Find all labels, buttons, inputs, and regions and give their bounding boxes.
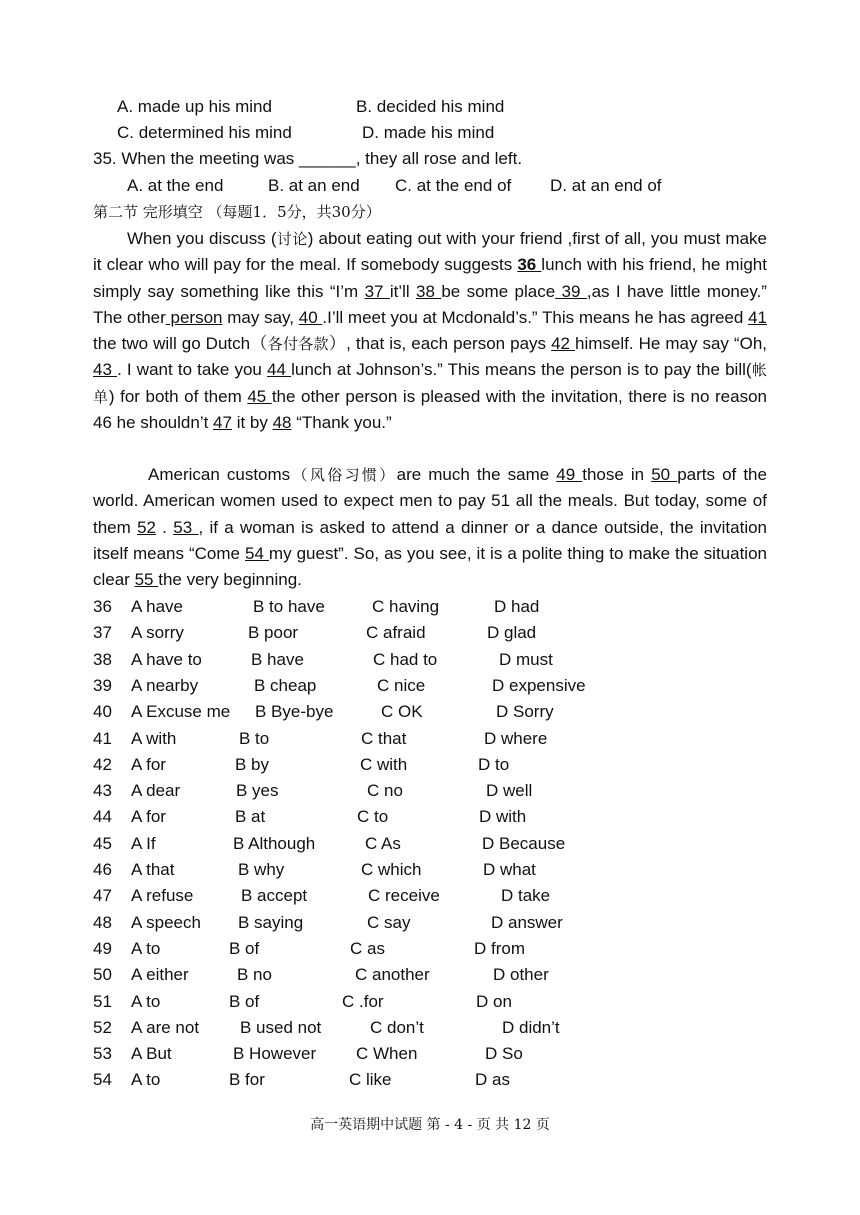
- question-number: 53: [93, 1044, 112, 1064]
- option-b: B saying: [238, 912, 304, 932]
- option-b: B for: [229, 1070, 265, 1090]
- passage-text: it by: [231, 413, 273, 433]
- option-d: D other: [493, 965, 549, 985]
- question-number: 37: [93, 623, 112, 643]
- blank-38: 38: [416, 281, 442, 301]
- option-c: C having: [372, 597, 440, 616]
- q34-option-b: B. decided his mind: [356, 97, 505, 116]
- question-number: 39: [93, 675, 112, 695]
- option-d: D take: [501, 886, 551, 906]
- option-c: C had to: [373, 649, 438, 669]
- option-a: A If: [131, 833, 156, 853]
- option-c: C As: [365, 833, 401, 853]
- passage-text: person: [165, 307, 223, 327]
- option-b: B used not: [240, 1017, 322, 1037]
- option-c: C another: [355, 965, 430, 985]
- question-number: 46: [93, 860, 112, 879]
- option-b: B of: [229, 991, 260, 1011]
- q34-option-a: A. made up his mind: [117, 97, 272, 116]
- passage-text: the very beginning.: [158, 570, 302, 590]
- blank-45: 45: [247, 386, 272, 406]
- option-a: A have to: [131, 649, 202, 669]
- blank-39: 39: [555, 281, 587, 301]
- option-d: D expensive: [492, 675, 586, 695]
- passage-text: , if a woman is asked to attend a dinner or a dance outside, the invitation itself means “Come: [93, 517, 767, 563]
- option-c: C receive: [368, 886, 440, 906]
- passage-1: [93, 226, 767, 436]
- question-number: 52: [93, 1017, 112, 1037]
- option-a: A are not: [131, 1017, 200, 1037]
- passage-text: ）, that is, each person pays: [328, 334, 552, 354]
- option-d: D what: [483, 860, 536, 879]
- question-number: 41: [93, 728, 112, 748]
- passage-text: ) about eating out with your friend ,first of all, you must make it clear who will pay for the meal. If somebody suggests: [93, 229, 767, 275]
- option-a: A But: [131, 1044, 172, 1064]
- option-b: B poor: [248, 623, 299, 643]
- blank-41: 41: [748, 307, 768, 327]
- option-a: A have: [131, 597, 183, 616]
- passage-text: himself. He may say “Oh,: [575, 334, 767, 354]
- passage-text: .I’ll meet you at Mcdonald’s.” This means he has agreed: [322, 307, 749, 327]
- option-b: B Bye-bye: [255, 702, 334, 722]
- question-number: 40: [93, 702, 112, 722]
- option-c: C which: [361, 860, 422, 879]
- option-b: B Although: [233, 833, 316, 853]
- question-number: 42: [93, 754, 112, 774]
- option-d: D Sorry: [496, 702, 554, 722]
- option-a: A refuse: [131, 886, 194, 906]
- question-number: 43: [93, 781, 112, 801]
- passage-text: parts of the world. American women used to expect men to pay 51 all the meals. But today, some of them: [93, 465, 767, 537]
- question-number: 48: [93, 912, 112, 932]
- blank-43: 43: [93, 360, 118, 380]
- option-a: A with: [131, 728, 177, 748]
- option-b: B have: [251, 649, 304, 669]
- option-b: B why: [238, 860, 285, 879]
- option-a: A to: [131, 938, 161, 958]
- option-c: C nice: [377, 675, 426, 695]
- passage-text: ) for both of them: [108, 386, 248, 406]
- option-c: C afraid: [366, 623, 426, 643]
- question-number: 54: [93, 1070, 112, 1090]
- option-c: C .for: [342, 991, 384, 1011]
- option-d: D answer: [491, 912, 563, 932]
- option-c: C OK: [381, 702, 423, 722]
- option-d: D must: [499, 649, 553, 669]
- q35-option-c: C. at the end of: [395, 176, 512, 195]
- blank-48: 48: [272, 413, 292, 433]
- passage-text: . I want to take you: [117, 360, 268, 380]
- option-d: D from: [474, 938, 525, 958]
- option-b: B to have: [253, 597, 325, 616]
- chinese-gloss: 各付各款: [267, 335, 329, 354]
- passage-text: lunch with his friend, he might simply say something like this “I’m: [93, 255, 767, 301]
- chinese-gloss: （风俗习惯）: [290, 466, 397, 484]
- passage-text: ,as I have little money.” The other: [93, 281, 767, 327]
- blank-54: 54: [245, 543, 269, 563]
- option-d: D where: [484, 728, 548, 748]
- option-d: D well: [486, 781, 533, 801]
- option-c: C When: [356, 1044, 418, 1064]
- question-number: 51: [93, 991, 112, 1011]
- option-a: A for: [131, 807, 166, 827]
- blank-36: 36: [517, 255, 542, 275]
- option-b: B However: [233, 1044, 317, 1064]
- option-c: C as: [350, 938, 385, 958]
- option-c: C don’t: [370, 1017, 424, 1037]
- option-a: A Excuse me: [131, 702, 231, 722]
- blank-42: 42: [551, 334, 575, 354]
- option-d: D to: [478, 754, 510, 774]
- option-d: D Because: [482, 833, 566, 853]
- passage-text: the other person is pleased with the invitation, there is no reason 46 he shouldn’t: [93, 386, 767, 433]
- passage-text: American customs: [148, 465, 291, 484]
- question-number: 47: [93, 886, 112, 906]
- passage-text: When you discuss (: [127, 229, 277, 248]
- option-b: B of: [229, 938, 260, 958]
- option-a: A that: [131, 860, 175, 879]
- question-number: 36: [93, 597, 112, 616]
- passage-text: my guest”. So, as you see, it is a polite thing to make the situation clear: [93, 543, 767, 590]
- option-b: B cheap: [254, 675, 317, 695]
- option-d: D didn’t: [502, 1017, 560, 1037]
- option-a: A sorry: [131, 623, 184, 643]
- option-d: D as: [475, 1070, 510, 1090]
- option-c: C with: [360, 754, 408, 774]
- option-b: B by: [235, 754, 270, 774]
- passage-text: it’ll: [389, 281, 417, 301]
- passage-text: lunch at Johnson’s.” This means the person is to pay the bill(: [291, 360, 752, 380]
- q35-stem: 35. When the meeting was ______, they all rose and left.: [93, 149, 523, 168]
- option-a: A for: [131, 754, 166, 774]
- option-b: B accept: [241, 886, 308, 906]
- chinese-gloss: 帐单: [93, 361, 767, 406]
- blank-44: 44: [267, 360, 292, 380]
- option-c: C like: [349, 1070, 392, 1090]
- passage-text: .: [156, 517, 174, 537]
- option-b: B to: [239, 728, 270, 748]
- passage-text: may say,: [222, 307, 299, 327]
- question-number: 49: [93, 938, 112, 958]
- option-d: D on: [476, 991, 512, 1011]
- option-a: A either: [131, 965, 189, 985]
- question-number: 38: [93, 649, 112, 669]
- option-a: A speech: [131, 912, 201, 932]
- blank-55: 55: [134, 570, 159, 590]
- question-number: 50: [93, 965, 112, 985]
- blank-37: 37: [364, 281, 390, 301]
- question-number: 44: [93, 807, 112, 827]
- chinese-gloss: 讨论: [276, 230, 308, 248]
- option-c: C to: [357, 807, 389, 827]
- q35-option-d: D. at an end of: [550, 176, 662, 195]
- option-d: D glad: [487, 623, 537, 643]
- passage-text: are much the same: [396, 465, 557, 484]
- passage-text: be some place: [441, 281, 556, 301]
- option-c: C that: [361, 728, 407, 748]
- blank-47: 47: [213, 413, 232, 433]
- section-title: 第二节 完形填空 （每题1．5分，共30分）: [93, 203, 381, 221]
- option-c: C say: [367, 912, 411, 932]
- q34-option-c: C. determined his mind: [117, 123, 292, 142]
- blank-52: 52: [137, 517, 156, 537]
- q35-option-b: B. at an end: [268, 176, 360, 195]
- question-number: 45: [93, 833, 112, 853]
- passage-2: [93, 462, 767, 593]
- q35-option-a: A. at the end: [127, 176, 224, 195]
- option-d: D So: [485, 1044, 523, 1064]
- option-a: A dear: [131, 781, 181, 801]
- passage-text: those in: [582, 465, 652, 484]
- blank-53: 53: [173, 517, 199, 537]
- q34-option-d: D. made his mind: [362, 123, 495, 142]
- option-a: A to: [131, 991, 161, 1011]
- option-d: D had: [494, 597, 540, 616]
- blank-49: 49: [556, 465, 583, 484]
- passage-text: the two will go Dutch（: [93, 334, 268, 354]
- option-d: D with: [479, 807, 527, 827]
- page-footer: 高一英语期中试题 第 - 4 - 页 共 12 页: [310, 1117, 550, 1133]
- passage-text: “Thank you.”: [291, 413, 392, 433]
- blank-50: 50: [651, 465, 678, 484]
- option-b: B yes: [236, 781, 279, 801]
- blank-40: 40: [298, 307, 323, 327]
- option-c: C no: [367, 781, 403, 801]
- option-b: B at: [235, 807, 266, 827]
- option-a: A to: [131, 1070, 161, 1090]
- option-b: B no: [237, 965, 272, 985]
- option-a: A nearby: [131, 675, 199, 695]
